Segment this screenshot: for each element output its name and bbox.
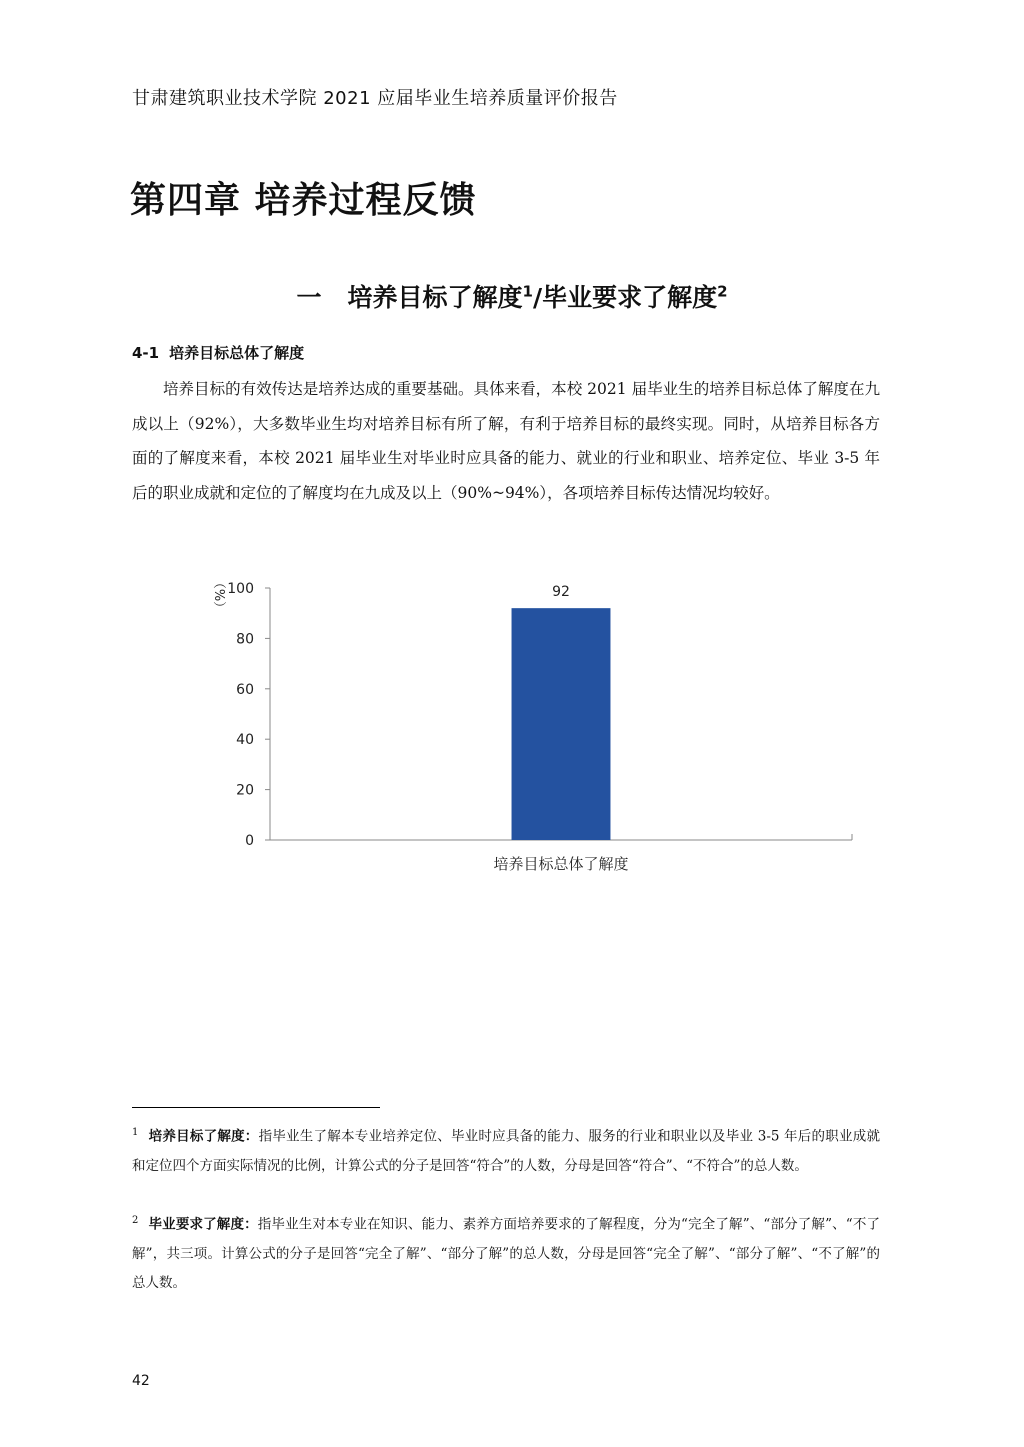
section-title-part2: 毕业要求了解度 <box>542 283 718 312</box>
section-title-part1: 培养目标了解度 <box>347 283 523 312</box>
x-category-label: 培养目标总体了解度 <box>493 855 629 873</box>
subsection-index: 4-1 <box>132 344 160 362</box>
y-axis-label: （%） <box>211 575 226 615</box>
subsection-title: 培养目标总体了解度 <box>169 344 305 362</box>
data-label: 92 <box>552 584 570 601</box>
section-title <box>0 278 1024 314</box>
y-tick-label: 20 <box>236 782 254 799</box>
bar <box>512 608 611 840</box>
footnote-ref-2[interactable]: 2 <box>717 282 728 301</box>
y-tick-label: 100 <box>227 581 254 597</box>
y-tick-label: 40 <box>236 732 254 749</box>
footnote-2-text: 指毕业生对本专业在知识、能力、素养方面培养要求的了解程度，分为“完全了解”、“部分了解”、“不了解”，共三项。计算公式的分子是回答“完全了解”、“部分了解”的总人数，分母是回答“完全了解”、“部分了解”、“不了解”的总人数。 <box>132 1216 880 1291</box>
y-tick-label: 80 <box>236 631 254 648</box>
footnote-ref-1[interactable]: 1 <box>522 282 533 301</box>
section-title-separator: / <box>532 283 543 312</box>
footnote-1-text: 指毕业生了解本专业培养定位、毕业时应具备的能力、服务的行业和职业以及毕业 3-5 年后的职业成就和定位四个方面实际情况的比例，计算公式的分子是回答“符合”的人数，分母是回答“符合”、“不符合”的总人数。 <box>132 1128 881 1174</box>
subsection-heading <box>132 342 304 363</box>
footnote-1 <box>132 1118 880 1181</box>
footnote-1-term: 培养目标了解度： <box>148 1128 259 1145</box>
footnote-divider <box>132 1107 380 1108</box>
section-number: 一 <box>296 283 322 312</box>
footnote-2 <box>132 1206 880 1298</box>
bar-chart <box>190 570 870 890</box>
body-paragraph: 培养目标的有效传达是培养达成的重要基础。具体来看，本校 2021 届毕业生的培养目标总体了解度在九成以上（92%），大多数毕业生均对培养目标有所了解，有利于培养目标的最终实现。同时，从培养目标各方面的了解度来看，本校 2021 届毕业生对毕业时应具备的能力、就业的行业和职业、培养定位、毕业 3-5 年后的职业成就和定位的了解度均在九成及以上（90%~94%），各项培养目标传达情况均较好。 <box>132 380 880 502</box>
y-tick-label: 60 <box>236 681 254 698</box>
footnote-1-mark: 1 <box>132 1127 139 1138</box>
page-number: 42 <box>132 1373 150 1389</box>
running-header: 甘肃建筑职业技术学院 2021 应届毕业生培养质量评价报告 <box>132 88 618 109</box>
footnote-2-term: 毕业要求了解度： <box>148 1216 258 1233</box>
footnote-2-mark: 2 <box>132 1215 139 1226</box>
chapter-title: 第四章 培养过程反馈 <box>130 180 477 221</box>
y-tick-label: 0 <box>245 833 254 849</box>
